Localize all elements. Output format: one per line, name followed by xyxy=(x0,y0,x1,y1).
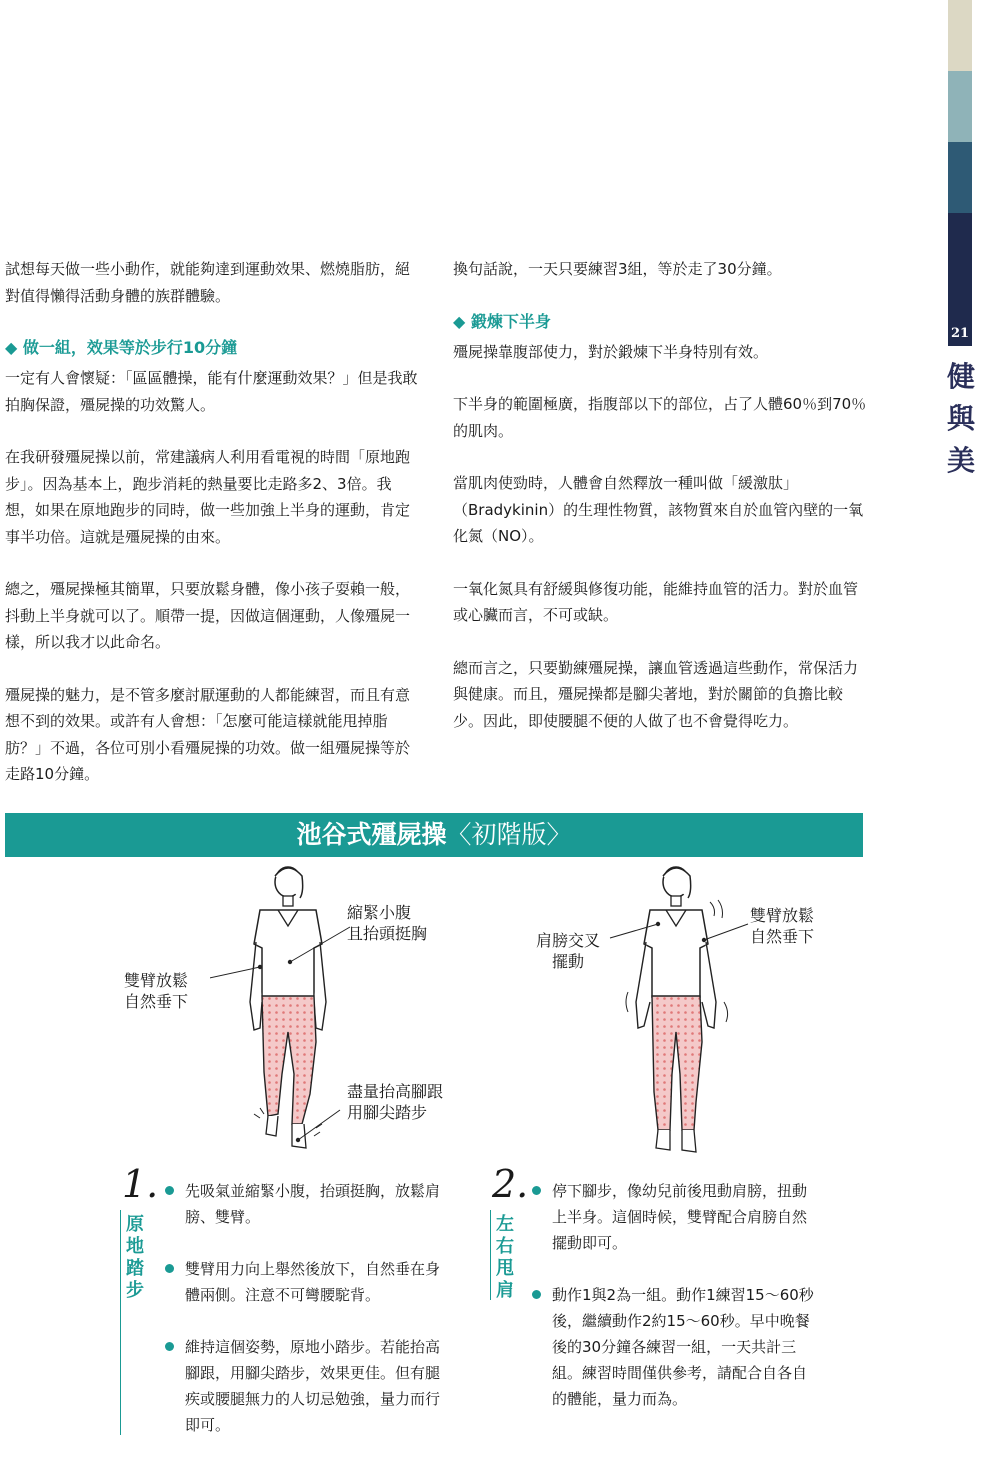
step-title-char: 踏 xyxy=(126,1258,144,1279)
step-title-char: 地 xyxy=(126,1236,144,1257)
callout-line: 且抬頭挺胸 xyxy=(347,924,428,943)
body-paragraph: 下半身的範圍極廣，指腹部以下的部位，占了人體60％到70％的肌肉。 xyxy=(453,395,867,440)
step-bullet: 先吸氣並縮緊小腹，抬頭挺胸，放鬆肩膀、雙臂。 xyxy=(163,1178,453,1230)
body-paragraph: 一氧化氮具有舒緩與修復功能，能維持血管的活力。對於血管或心臟而言，不可或缺。 xyxy=(453,579,859,624)
callout-arms-relaxed xyxy=(124,970,188,1012)
step-1-number: 1. xyxy=(122,1162,159,1206)
body-paragraph: 試想每天做一些小動作，就能夠達到運動效果、燃燒脂肪，絕對值得懶得活動身體的族群體驗。 xyxy=(5,260,411,305)
body-paragraph: 當肌肉使勁時，人體會自然釋放一種叫做「緩激肽」（Bradykinin）的生理性物質，該物質來自於血管內壁的一氧化氮（NO）。 xyxy=(453,474,864,545)
section-label-char: 健 xyxy=(946,360,975,393)
step-2-bullets xyxy=(530,1178,820,1438)
step-bullet: 停下腳步，像幼兒前後甩動肩膀，扭動上半身。這個時候，雙臂配合肩膀自然擺動即可。 xyxy=(530,1178,820,1256)
step-bullet: 動作1與2為一組。動作1練習15～60秒後，繼續動作2約15～60秒。早中晚餐後的30分鐘各練習一組，一天共計三組。練習時間僅供參考，請配合自各自的體能，量力而為。 xyxy=(530,1282,820,1412)
step-title-char: 左 xyxy=(496,1214,514,1235)
callout-arms-relaxed-2 xyxy=(750,905,814,947)
step-2-number: 2. xyxy=(492,1162,529,1206)
body-paragraph: 殭屍操的魅力，是不管多麼討厭運動的人都能練習，而且有意想不到的效果。或許有人會想：「怎麼可能這樣就能甩掉脂肪？」不過，各位可別小看殭屍操的功效。做一組殭屍操等於走路10分鐘。 xyxy=(5,685,411,783)
callout-line: 自然垂下 xyxy=(750,927,815,946)
step-title-char: 步 xyxy=(126,1280,144,1301)
right-column xyxy=(453,256,868,760)
callout-line: 縮緊小腹 xyxy=(347,903,412,922)
tab-navy xyxy=(948,213,972,323)
section-heading: ◆ 做一組，效果等於步行10分鐘 xyxy=(5,338,238,357)
step-title-char: 原 xyxy=(126,1214,144,1235)
tab-beige xyxy=(948,0,972,71)
tab-steel-blue xyxy=(948,142,972,213)
callout-line: 肩膀交叉 xyxy=(536,931,601,950)
body-paragraph: 在我研發殭屍操以前，常建議病人利用看電視的時間「原地跑步」。因為基本上，跑步消耗的熱量要比走路多2、3倍。我想，如果在原地跑步的同時，做一些加強上半身的運動，肯定事半功倍。這就是殭屍操的由來。 xyxy=(5,448,411,546)
callout-line: 自然垂下 xyxy=(124,992,189,1011)
step-2-title xyxy=(490,1214,516,1302)
section-label-char: 與 xyxy=(946,402,975,435)
body-paragraph: 總之，殭屍操極其簡單，只要放鬆身體，像小孩子耍賴一般，抖動上半身就可以了。順帶一提，因做這個運動，人像殭屍一樣，所以我才以此命名。 xyxy=(5,580,411,651)
step-title-char: 右 xyxy=(496,1236,514,1257)
left-column xyxy=(5,256,420,814)
callout-abdomen xyxy=(347,902,427,944)
figure-shoulder-swing-illustration xyxy=(598,862,758,1162)
step-bullet: 維持這個姿勢，原地小踏步。若能抬高腳跟，用腳尖踏步，效果更佳。但有腿疾或腰腿無力的人切忌勉強，量力而行即可。 xyxy=(163,1334,453,1438)
body-paragraph: 殭屍操靠腹部使力，對於鍛煉下半身特別有效。 xyxy=(453,342,769,361)
callout-line: 擺動 xyxy=(552,952,585,971)
banner-title: 池谷式殭屍操 xyxy=(296,820,447,849)
step-bullet: 雙臂用力向上舉然後放下，自然垂在身體兩側。注意不可彎腰駝背。 xyxy=(163,1256,453,1308)
step-title-char: 肩 xyxy=(496,1280,514,1301)
banner-subtitle: 〈初階版〉 xyxy=(446,820,572,849)
body-paragraph: 一定有人會懷疑：「區區體操，能有什麼運動效果？」但是我敢拍胸保證，殭屍操的功效驚人。 xyxy=(5,369,418,414)
section-heading: ◆ 鍛煉下半身 xyxy=(453,311,551,331)
callout-line: 用腳尖踏步 xyxy=(347,1103,428,1122)
page-number: 21 xyxy=(948,322,972,346)
tab-light-teal xyxy=(948,71,972,142)
body-paragraph: 換句話說，一天只要練習3組，等於走了30分鐘。 xyxy=(453,260,782,278)
exercise-banner xyxy=(5,813,863,857)
step-1-title xyxy=(120,1214,146,1302)
body-paragraph: 總而言之，只要勤練殭屍操，讓血管透過這些動作，常保活力與健康。而且，殭屍操都是腳尖著地，對於關節的負擔比較少。因此，即使腰腿不便的人做了也不會覺得吃力。 xyxy=(453,658,859,730)
callout-line: 盡量抬高腳跟 xyxy=(347,1082,444,1101)
section-tabs xyxy=(948,0,972,323)
step-title-char: 甩 xyxy=(496,1258,514,1279)
section-label-char: 美 xyxy=(946,444,975,477)
callout-line: 雙臂放鬆 xyxy=(750,906,815,925)
callout-heel-raise xyxy=(347,1081,443,1123)
step-1-bullets xyxy=(163,1178,453,1464)
section-label xyxy=(946,356,976,482)
figure-marching-illustration xyxy=(210,862,370,1162)
callout-shoulder-swing xyxy=(536,930,600,972)
callout-line: 雙臂放鬆 xyxy=(124,971,189,990)
